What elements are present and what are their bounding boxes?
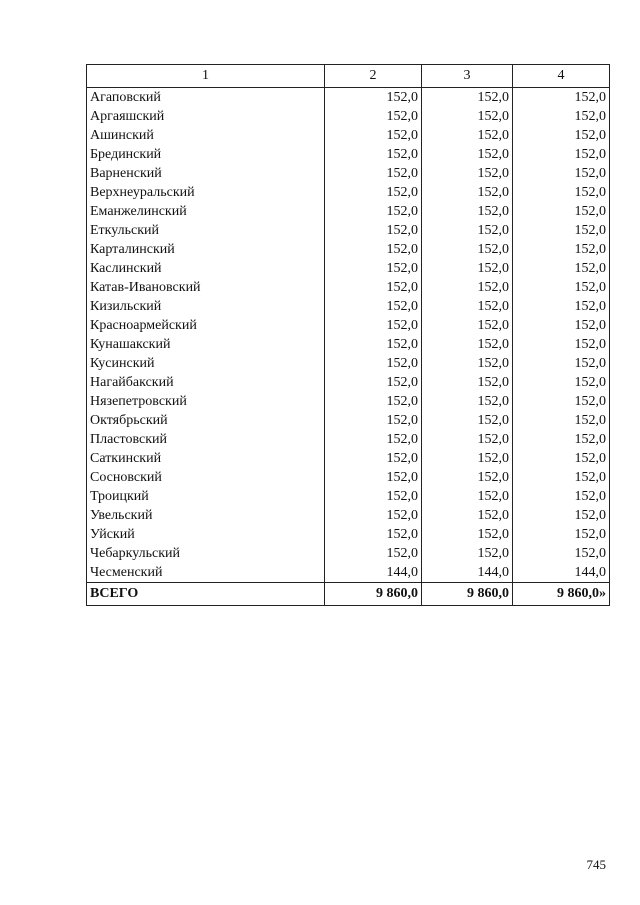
table-row	[87, 373, 610, 392]
value-cell-col-2: 152,0	[325, 506, 422, 525]
district-name: Саткинский	[87, 449, 325, 468]
total-value-col-4: 9 860,0»	[513, 583, 610, 606]
table-row	[87, 240, 610, 259]
district-name: Брединский	[87, 145, 325, 164]
value-cell-col-3: 152,0	[422, 145, 513, 164]
value-cell-col-2: 152,0	[325, 145, 422, 164]
value-cell-col-3: 152,0	[422, 297, 513, 316]
value-cell-col-4: 152,0	[513, 183, 610, 202]
page-number: 745	[586, 857, 606, 872]
value-cell-col-2: 152,0	[325, 544, 422, 563]
table-row	[87, 202, 610, 221]
table-row	[87, 126, 610, 145]
district-name: Еткульский	[87, 221, 325, 240]
value-cell-col-2: 152,0	[325, 107, 422, 126]
value-cell-col-2: 152,0	[325, 164, 422, 183]
value-cell-col-3: 152,0	[422, 430, 513, 449]
value-cell-col-4: 152,0	[513, 354, 610, 373]
district-name: Кусинский	[87, 354, 325, 373]
value-cell-col-3: 152,0	[422, 126, 513, 145]
value-cell-col-3: 152,0	[422, 202, 513, 221]
value-cell-col-4: 152,0	[513, 373, 610, 392]
value-cell-col-3: 152,0	[422, 88, 513, 108]
district-name: Еманжелинский	[87, 202, 325, 221]
table-row	[87, 392, 610, 411]
table-row	[87, 506, 610, 525]
table-body	[87, 88, 610, 606]
district-name: Троицкий	[87, 487, 325, 506]
district-name: Нагайбакский	[87, 373, 325, 392]
district-name: Верхнеуральский	[87, 183, 325, 202]
value-cell-col-3: 152,0	[422, 278, 513, 297]
table-row	[87, 563, 610, 583]
value-cell-col-2: 152,0	[325, 373, 422, 392]
value-cell-col-4: 152,0	[513, 126, 610, 145]
value-cell-col-3: 144,0	[422, 563, 513, 583]
value-cell-col-3: 152,0	[422, 164, 513, 183]
value-cell-col-2: 152,0	[325, 354, 422, 373]
value-cell-col-3: 152,0	[422, 373, 513, 392]
value-cell-col-4: 144,0	[513, 563, 610, 583]
table-row	[87, 449, 610, 468]
value-cell-col-2: 152,0	[325, 468, 422, 487]
district-name: Чесменский	[87, 563, 325, 583]
total-value-col-2: 9 860,0	[325, 583, 422, 606]
district-name: Агаповский	[87, 88, 325, 108]
value-cell-col-4: 152,0	[513, 107, 610, 126]
table-row	[87, 411, 610, 430]
table-row	[87, 278, 610, 297]
table-row	[87, 88, 610, 108]
total-row	[87, 583, 610, 606]
value-cell-col-2: 152,0	[325, 202, 422, 221]
value-cell-col-4: 152,0	[513, 411, 610, 430]
table-row	[87, 107, 610, 126]
district-name: Октябрьский	[87, 411, 325, 430]
value-cell-col-2: 152,0	[325, 335, 422, 354]
value-cell-col-4: 152,0	[513, 259, 610, 278]
district-name: Красноармейский	[87, 316, 325, 335]
value-cell-col-3: 152,0	[422, 449, 513, 468]
table-row	[87, 430, 610, 449]
value-cell-col-4: 152,0	[513, 88, 610, 108]
table-row	[87, 164, 610, 183]
district-name: Кизильский	[87, 297, 325, 316]
table-row	[87, 335, 610, 354]
value-cell-col-3: 152,0	[422, 354, 513, 373]
value-cell-col-3: 152,0	[422, 183, 513, 202]
value-cell-col-4: 152,0	[513, 335, 610, 354]
table-row	[87, 297, 610, 316]
district-name: Аргаяшский	[87, 107, 325, 126]
total-label: ВСЕГО	[87, 583, 325, 606]
table-row	[87, 259, 610, 278]
district-name: Карталинский	[87, 240, 325, 259]
district-name: Варненский	[87, 164, 325, 183]
value-cell-col-2: 152,0	[325, 240, 422, 259]
value-cell-col-4: 152,0	[513, 221, 610, 240]
total-value-col-3: 9 860,0	[422, 583, 513, 606]
value-cell-col-3: 152,0	[422, 411, 513, 430]
district-name: Кунашакский	[87, 335, 325, 354]
table-row	[87, 183, 610, 202]
value-cell-col-2: 152,0	[325, 278, 422, 297]
value-cell-col-4: 152,0	[513, 544, 610, 563]
value-cell-col-2: 152,0	[325, 487, 422, 506]
table-row	[87, 525, 610, 544]
table-row	[87, 145, 610, 164]
value-cell-col-3: 152,0	[422, 221, 513, 240]
value-cell-col-4: 152,0	[513, 278, 610, 297]
value-cell-col-2: 152,0	[325, 525, 422, 544]
value-cell-col-4: 152,0	[513, 449, 610, 468]
district-name: Каслинский	[87, 259, 325, 278]
value-cell-col-3: 152,0	[422, 107, 513, 126]
value-cell-col-3: 152,0	[422, 335, 513, 354]
column-header-4: 4	[513, 65, 610, 88]
value-cell-col-4: 152,0	[513, 297, 610, 316]
value-cell-col-2: 152,0	[325, 392, 422, 411]
value-cell-col-2: 152,0	[325, 183, 422, 202]
value-cell-col-2: 152,0	[325, 126, 422, 145]
table-row	[87, 487, 610, 506]
district-name: Чебаркульский	[87, 544, 325, 563]
value-cell-col-2: 152,0	[325, 221, 422, 240]
table-header-row	[87, 65, 610, 88]
value-cell-col-3: 152,0	[422, 316, 513, 335]
value-cell-col-2: 152,0	[325, 316, 422, 335]
value-cell-col-4: 152,0	[513, 525, 610, 544]
value-cell-col-2: 152,0	[325, 88, 422, 108]
value-cell-col-2: 152,0	[325, 259, 422, 278]
value-cell-col-2: 152,0	[325, 297, 422, 316]
value-cell-col-4: 152,0	[513, 202, 610, 221]
value-cell-col-3: 152,0	[422, 468, 513, 487]
district-name: Катав-Ивановский	[87, 278, 325, 297]
value-cell-col-4: 152,0	[513, 506, 610, 525]
table-row	[87, 468, 610, 487]
district-name: Сосновский	[87, 468, 325, 487]
value-cell-col-3: 152,0	[422, 525, 513, 544]
district-name: Увельский	[87, 506, 325, 525]
column-header-2: 2	[325, 65, 422, 88]
value-cell-col-4: 152,0	[513, 145, 610, 164]
district-name: Уйский	[87, 525, 325, 544]
value-cell-col-4: 152,0	[513, 392, 610, 411]
value-cell-col-2: 152,0	[325, 449, 422, 468]
district-name: Нязепетровский	[87, 392, 325, 411]
value-cell-col-2: 144,0	[325, 563, 422, 583]
district-name: Ашинский	[87, 126, 325, 145]
district-name: Пластовский	[87, 430, 325, 449]
value-cell-col-3: 152,0	[422, 544, 513, 563]
value-cell-col-4: 152,0	[513, 164, 610, 183]
value-cell-col-3: 152,0	[422, 487, 513, 506]
table-row	[87, 316, 610, 335]
value-cell-col-4: 152,0	[513, 240, 610, 259]
value-cell-col-3: 152,0	[422, 392, 513, 411]
value-cell-col-3: 152,0	[422, 259, 513, 278]
value-cell-col-3: 152,0	[422, 506, 513, 525]
value-cell-col-2: 152,0	[325, 411, 422, 430]
allocation-table	[86, 64, 610, 606]
column-header-1: 1	[87, 65, 325, 88]
value-cell-col-3: 152,0	[422, 240, 513, 259]
table-row	[87, 544, 610, 563]
table-row	[87, 354, 610, 373]
table-row	[87, 221, 610, 240]
value-cell-col-4: 152,0	[513, 468, 610, 487]
value-cell-col-4: 152,0	[513, 430, 610, 449]
value-cell-col-2: 152,0	[325, 430, 422, 449]
value-cell-col-4: 152,0	[513, 487, 610, 506]
value-cell-col-4: 152,0	[513, 316, 610, 335]
column-header-3: 3	[422, 65, 513, 88]
